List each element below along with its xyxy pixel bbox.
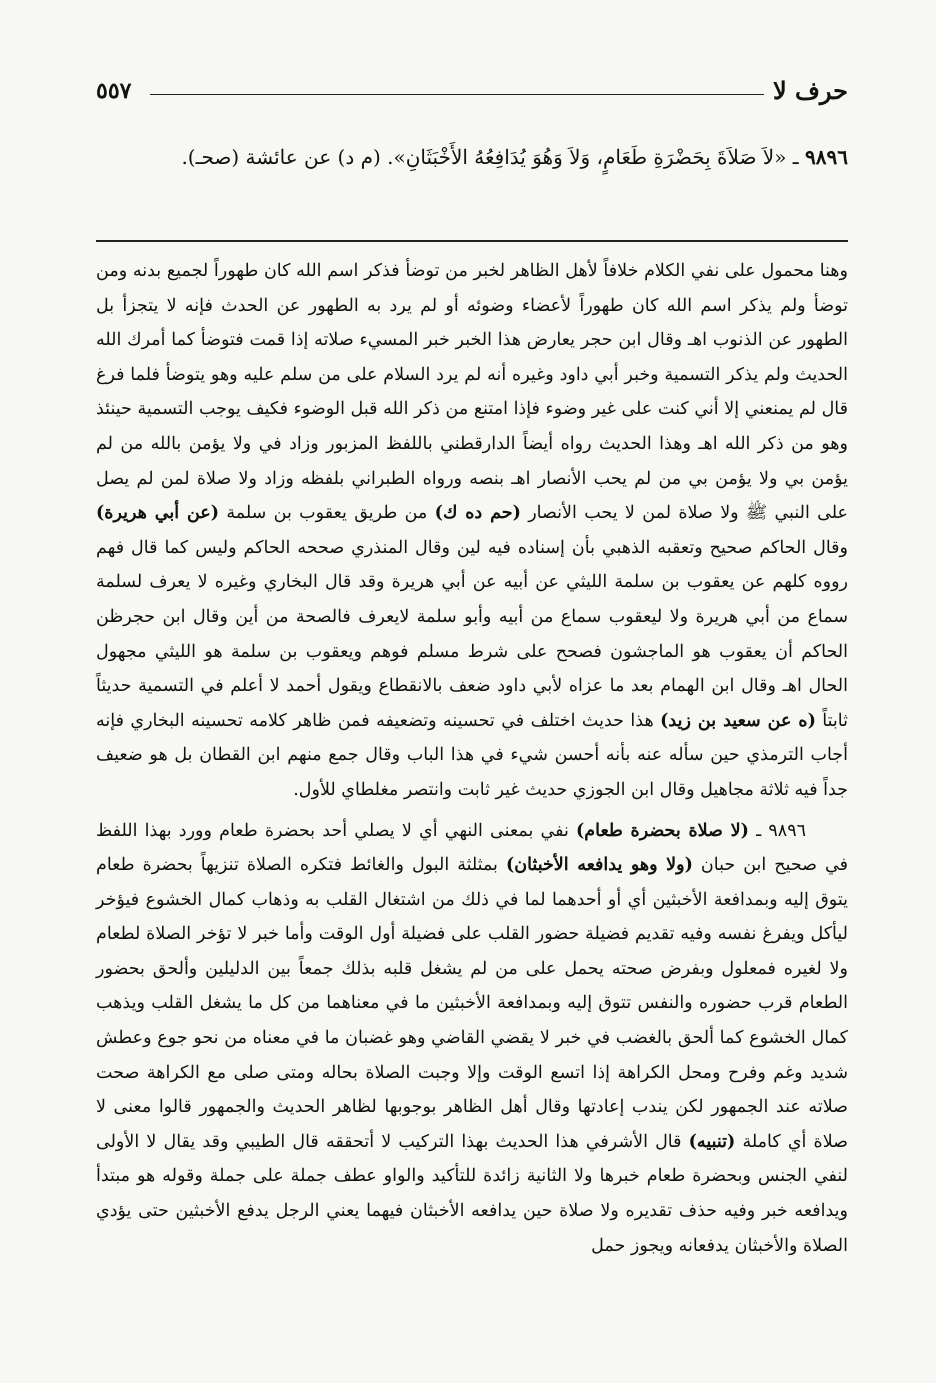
text-run: بمثلثة البول والغائط فتكره الصلاة تنزيهاً بحضرة طعام يتوق إليه وبمدافعة الأخبثين أي أو أحدهما لما في ذلك من اشتغال القلب به وذهاب كمال الخشوع فيؤخر ليأكل ويفرغ نفسه وفيه تقديم فضيلة حضور القلب على فضيلة أول الوقت وأما خبر لا تؤخر الصلاة لطعام ولا لغيره فمعلول وبفرض صحته يحمل على من لم يشغل قلبه بذلك جمعاً بين الدليلين وألحق بحضور الطعام قرب حضوره والنفس تتوق إليه وبمدافعة الأخبثين ما في معناهما من كل ما يشغل القلب ويذهب كمال الخشوع كما ألحق بالغضب في خبر لا يقضي القاضي وهو غضبان ما في معناه من نحو جوع وعطش شديد وغم وفرح ومحل الكراهة إذا اتسع الوقت وإلا وجبت الصلاة بحاله ومتى صلى مع الكراهة صحت صلاته عند الجمهور لكن يندب إعادتها وقال أهل الظاهر بوجوبها لظاهر الحديث والجمهور قالوا معنى لا صلاة أي كاملة	[96, 855, 848, 1152]
commentary-paragraph	[96, 814, 848, 1264]
page-number: ٥٥٧	[96, 78, 132, 104]
entry-number: ٩٨٩٦ ـ	[748, 820, 806, 841]
text-run: وقال الحاكم صحيح وتعقبه الذهبي بأن إسناده فيه لين وقال المنذري صححه الحاكم وليس كما قال فهم رووه كلهم عن يعقوب بن سلمة الليثي عن أبيه عن أبي هريرة وقد قال البخاري وغيره لا يعرف لسلمة سماع من أبي هريرة ولا ليعقوب سماع من أبيه وأبو سلمة لايعرف فالصحة من أين وقال ابن حجرظن الحاكم أن يعقوب هو الماجشون فصحح على شرط مسلم فوهم ويعقوب بن سلمة هو الليثي مجهول الحال اهـ وقال ابن الهمام بعد ما عزاه لأبي داود ضعف بالانقطاع ويقول أحمد لا أعلم في التسمية حديثاً ثابتاً	[96, 537, 848, 731]
page-header	[96, 72, 848, 112]
hadith-number: ٩٨٩٦	[805, 145, 848, 169]
chapter-title: حرف لا	[773, 76, 848, 105]
section-separator	[96, 240, 848, 242]
commentary-paragraph	[96, 254, 848, 808]
narrator-ref: (عن أبي هريرة)	[96, 503, 219, 524]
narrator-ref: (ه عن سعيد بن زيد)	[660, 710, 816, 731]
commentary	[96, 254, 848, 1263]
text-run: من طريق يعقوب بن سلمة	[218, 503, 435, 524]
text-run: نفي بمعنى النهي أي لا يصلي أحد بحضرة طعام وورد بهذا اللفظ في صحيح ابن حبان	[96, 820, 848, 876]
text-run: قال الأشرفي هذا الحديث بهذا التركيب لا أتحققه قال الطيبي وقد يقال لا الأولى لنفي الجنس وبحضرة طعام خبرها ولا الثانية زائدة للتأكيد والواو عطف جملة على جملة وقوله هو مبتدأ ويدافعه خبر وفيه حذف تقديره ولا صلاة حين يدافعه الأخبثان فيهما يعني الرجل يدفع الأخبثين حتى يؤدي الصلاة والأخبثان يدفعانه ويجوز حمل	[96, 1131, 848, 1256]
text-run: وهنا محمول على نفي الكلام خلافاً لأهل الظاهر لخبر من توضأ فذكر اسم الله كان طهوراً لجميع بدنه ومن توضأ ولم يذكر اسم الله كان طهوراً لأعضاء وضوئه أو لم يرد به الطهور عن الحدث فإنه لا يتجزأ بل الطهور عن الذنوب اهـ وقال ابن حجر يعارض هذا الخبر خبر المسيء صلاته إذا قمت فتوضأ كما أمرك الله الحديث ولم يذكر التسمية وخبر أبي داود وغيره أنه لم يرد السلام على من سلم عليه وهو يتوضأ فلما فرغ قال لم يمنعني إلا أني كنت على غير وضوء فإذا امتنع من ذكر الله قبل الوضوء فكيف يوجب التسمية حينئذ وهو من ذكر الله اهـ وهذا الحديث رواه أيضاً الدارقطني باللفظ المزبور وزاد في ولا يؤمن بالله من لم يؤمن بي ولا يؤمن بي من لم يحب الأنصار اهـ بنصه ورواه الطبراني بلفظه وزاد ولا صلاة لمن لم يصل على النبي ﷺ ولا صلاة لمن لا يحب الأنصار	[96, 261, 848, 524]
header-rule	[150, 94, 764, 95]
quoted-phrase: (ولا وهو يدافعه الأخبثان)	[505, 855, 693, 876]
note-label: (تنبيه)	[688, 1131, 736, 1152]
source-ref: (حم ده ك)	[434, 503, 521, 524]
quoted-phrase: (لا صلاة بحضرة طعام)	[576, 820, 749, 841]
hadith-body: «لاَ صَلاَةَ بِحَضْرَةِ طَعَامٍ، وَلاَ وَهُوَ يُدَافِعُهُ الأَخْبَثَانِ». (م د) عن عائشة (صحـ).	[181, 145, 787, 169]
hadith-text: ٩٨٩٦ ـ «لاَ صَلاَةَ بِحَضْرَةِ طَعَامٍ، وَلاَ وَهُوَ يُدَافِعُهُ الأَخْبَثَانِ». (م د) عن عائشة (صحـ).	[181, 145, 848, 169]
text-run: هذا حديث اختلف في تحسينه وتضعيفه فمن ظاهر كلامه تحسينه البخاري فإنه أجاب الترمذي حين سأله عنه بأنه أحسن شيء في هذا الباب وقال جمع منهم ابن القطان بل هو ضعيف جداً فيه ثلاثة مجاهيل وقال ابن الجوزي حديث غير ثابت وانتصر مغلطاي للأول.	[96, 710, 848, 800]
